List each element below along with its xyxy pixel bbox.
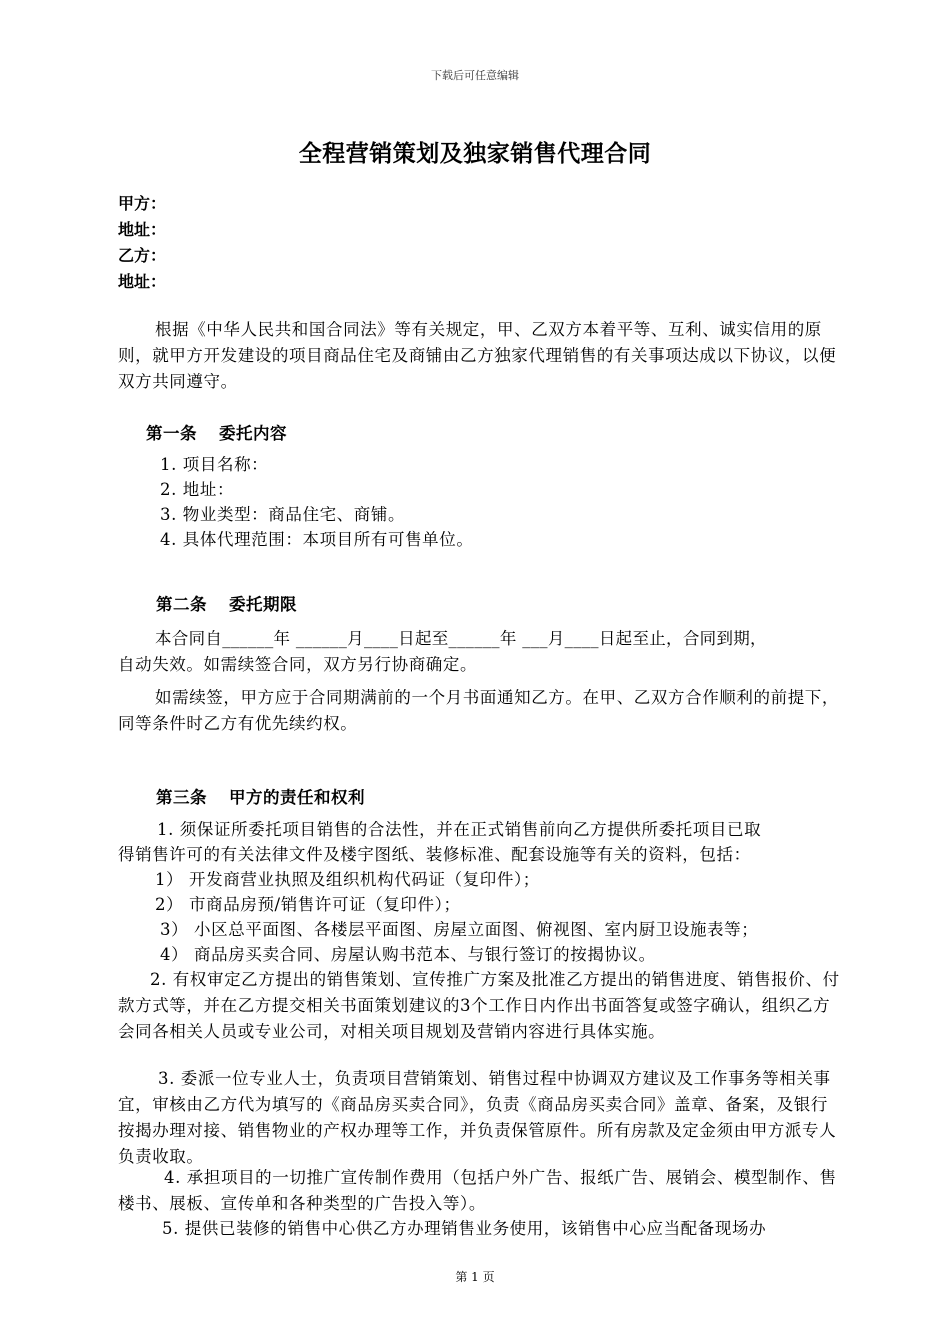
article3-subitem: 1） 开发商营业执照及组织机构代码证（复印件）； xyxy=(155,870,540,889)
preamble-paragraph: 根据《中华人民共和国合同法》等有关规定，甲、乙双方本着平等、互利、诚实信用的原则，就甲方开发建设的项目商品住宅及商铺由乙方独家代理销售的有关事项达成以下协议，以便双方共同遵守。 xyxy=(118,320,837,391)
article3-item1-line1: 1. 须保证所委托项目销售的合法性，并在正式销售前向乙方提供所委托项目已取 xyxy=(157,820,762,839)
article2-title: 委托期限 xyxy=(229,595,297,614)
party-a-label: 甲方： xyxy=(118,194,167,213)
article3-heading xyxy=(156,784,365,808)
header-note: 下载后可任意编辑 xyxy=(431,69,519,82)
party-b-address-label: 地址： xyxy=(118,272,167,291)
page-number: 第 1 页 xyxy=(455,1270,495,1284)
article1-item: 2. 地址： xyxy=(160,480,235,499)
article3-number: 第三条 xyxy=(156,788,207,807)
article1-item: 1. 项目名称： xyxy=(160,455,269,474)
article3-item5: 5. 提供已装修的销售中心供乙方办理销售业务使用，该销售中心应当配备现场办 xyxy=(162,1219,767,1238)
article2-number: 第二条 xyxy=(156,595,207,614)
article3-subitem: 4） 商品房买卖合同、房屋认购书范本、与银行签订的按揭协议。 xyxy=(160,945,656,964)
article2-renewal-paragraph: 如需续签，甲方应于合同期满前的一个月书面通知乙方。在甲、乙双方合作顺利的前提下，同等条件时乙方有优先续约权。 xyxy=(118,688,839,733)
article3-item4: 4. 承担项目的一切推广宣传制作费用（包括户外广告、报纸广告、展销会、模型制作、售楼书、展板、宣传单和各种类型的广告投入等）。 xyxy=(118,1168,837,1213)
article2-term-line1: 本合同自______年 ______月____日起至______年 ___月____日起至止，合同到期， xyxy=(155,629,767,648)
article1-number: 第一条 xyxy=(146,424,197,443)
article1-item: 4. 具体代理范围：本项目所有可售单位。 xyxy=(160,530,474,549)
article3-title: 甲方的责任和权利 xyxy=(229,788,365,807)
article3-item2: 2. 有权审定乙方提出的销售策划、宣传推广方案及批准乙方提出的销售进度、销售报价、付款方式等，并在乙方提交相关书面策划建议的3个工作日内作出书面答复或签字确认，组织乙方会同各相关人员或专业公司，对相关项目规划及营销内容进行具体实施。 xyxy=(118,970,840,1041)
article2-heading xyxy=(156,591,297,615)
article3-subitem: 2） 市商品房预/销售许可证（复印件）； xyxy=(155,895,461,914)
article1-heading xyxy=(146,420,287,444)
article1-title: 委托内容 xyxy=(219,424,287,443)
document-title: 全程营销策划及独家销售代理合同 xyxy=(298,140,652,167)
article3-subitem: 3） 小区总平面图、各楼层平面图、房屋立面图、俯视图、室内厨卫设施表等； xyxy=(160,920,759,939)
article2-term-line2: 自动失效。如需续签合同，双方另行协商确定。 xyxy=(118,655,478,674)
article3-item3: 3. 委派一位专业人士，负责项目营销策划、销售过程中协调双方建议及工作事务等相关事宜，审核由乙方代为填写的《商品房买卖合同》，负责《商品房买卖合同》盖章、备案，及银行按揭办理对接、销售物业的产权办理等工作，并负责保管原件。所有房款及定金须由甲方派专人负责收取。 xyxy=(118,1069,837,1166)
article1-item: 3. 物业类型：商品住宅、商铺。 xyxy=(160,505,406,524)
party-a-address-label: 地址： xyxy=(118,220,167,239)
article3-item1-line2: 得销售许可的有关法律文件及楼宇图纸、装修标准、配套设施等有关的资料，包括： xyxy=(118,845,751,864)
party-b-label: 乙方： xyxy=(118,246,167,265)
